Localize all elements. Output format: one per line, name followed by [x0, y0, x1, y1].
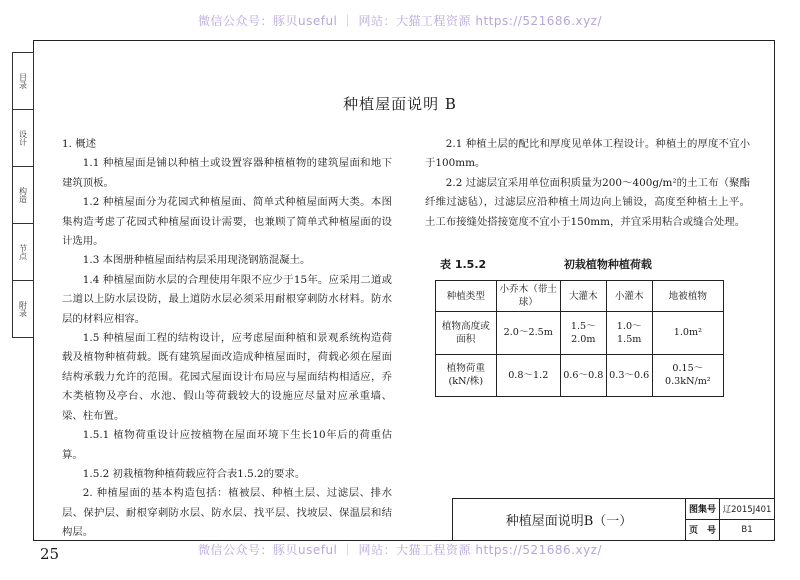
- sidebar-cell: 节点: [13, 224, 33, 281]
- table-cell: 0.6～0.8: [560, 354, 606, 397]
- paragraph: 1.5.1 植物荷重设计应按植物在屋面环境下生长10年后的荷重估算。: [62, 429, 392, 461]
- paragraph: 2. 种植屋面的基本构造包括：植被层、种植土层、过滤层、排水层、保护层、耐根穿刺防水层、防水层、找平层、找坡层、保温层和结构层。: [62, 487, 392, 539]
- table-cell: 1.0m²: [652, 312, 723, 355]
- paragraph: 1.3 本图册种植屋面结构层采用现浇钢筋混凝土。: [82, 254, 311, 267]
- table-row: [436, 312, 724, 355]
- atlas-number-value: 辽2015J401: [720, 499, 774, 520]
- table-cell: 1.5～2.0m: [560, 312, 606, 355]
- paragraph: 1.4 种植屋面防水层的合理使用年限不应少于15年。应采用二道或二道以上防水层设防，最上道防水层必须采用耐根穿刺防水材料。防水层的材料应相容。: [62, 273, 392, 325]
- table-caption: [440, 256, 740, 272]
- drawing-name: 种植屋面说明B（一）: [453, 499, 686, 540]
- right-column: [425, 135, 750, 232]
- table-number: 表 1.5.2: [440, 258, 487, 271]
- paragraph: 1.5.2 初栽植物种植荷载应符合表1.5.2的要求。: [82, 467, 306, 480]
- table-cell: 植物高度或面积: [436, 312, 497, 355]
- sidebar-cell: 目录: [13, 53, 33, 110]
- table-header: 小乔木（带土球）: [496, 281, 560, 312]
- paragraph: 2.1 种植土层的配比和厚度见单体工程设计。种植土的厚度不宜小于100mm。: [425, 138, 750, 170]
- table-cell: 植物荷重(kN/株): [436, 354, 497, 397]
- table-cell: 0.15～0.3kN/m²: [652, 354, 723, 397]
- sidebar-cell: 构造: [13, 167, 33, 224]
- paragraph: 1.5 种植屋面工程的结构设计，应考虑屋面种植和景观系统构造荷载及植物种植荷载。既有建筑屋面改造成种植屋面时，荷载必须在屋面结构承载力允许的范围。花园式屋面设计布局应与屋面结构相适应，乔木类植物及亭台、水池、假山等荷载较大的设施应尽量对应承重墙、梁、柱布置。: [62, 332, 392, 422]
- table-cell: 1.0～1.5m: [606, 312, 652, 355]
- table-row: [436, 354, 724, 397]
- watermark-bottom: 微信公众号：豚贝useful ｜ 网站：大猫工程资源 https://521686.xyz/: [197, 543, 603, 557]
- left-column: [62, 135, 392, 543]
- table-title: 初栽植物种植荷载: [563, 258, 652, 271]
- paragraph: 2.2 过滤层宜采用单位面积质量为200～400g/m²的土工布（聚酯纤维过滤毡），过滤层应沿种植土周边向上铺设，高度至种植土上平。土工布接缝处搭接宽度不宜小于150mm，并宜采用粘合或缝合处理。: [425, 176, 750, 228]
- paragraph: 1.2 种植屋面分为花园式种植屋面、简单式种植屋面两大类。本图集构造考虑了花园式种植屋面设计需要，也兼顾了简单式种植屋面的设计选用。: [62, 196, 392, 248]
- page-number-label: 页 号: [686, 520, 720, 541]
- paragraph: 1.1 种植屋面是铺以种植土或设置容器种植植物的建筑屋面和地下建筑顶板。: [62, 157, 392, 189]
- table-cell: 0.8～1.2: [496, 354, 560, 397]
- sidebar-cell: 附录: [18, 301, 28, 317]
- plant-load-table: [435, 280, 724, 397]
- page-number-value: B1: [741, 524, 753, 535]
- table-header: 小灌木: [606, 281, 652, 312]
- atlas-number-label: 图集号: [686, 499, 720, 520]
- table-cell: 0.3～0.6: [606, 354, 652, 397]
- table-header: 大灌木: [560, 281, 606, 312]
- table-header: 种植类型: [436, 281, 497, 312]
- page-title: 种植屋面说明 B: [343, 95, 457, 113]
- table-header-row: [436, 281, 724, 312]
- section-heading: 1. 概述: [62, 138, 96, 150]
- table-cell: 2.0～2.5m: [496, 312, 560, 355]
- watermark-top: 微信公众号：豚贝useful ｜ 网站：大猫工程资源 https://521686.xyz/: [197, 14, 603, 28]
- sidebar-cell: 设计: [13, 110, 33, 167]
- table-header: 地被植物: [652, 281, 723, 312]
- page-number: 25: [40, 545, 60, 563]
- title-block: [452, 498, 774, 540]
